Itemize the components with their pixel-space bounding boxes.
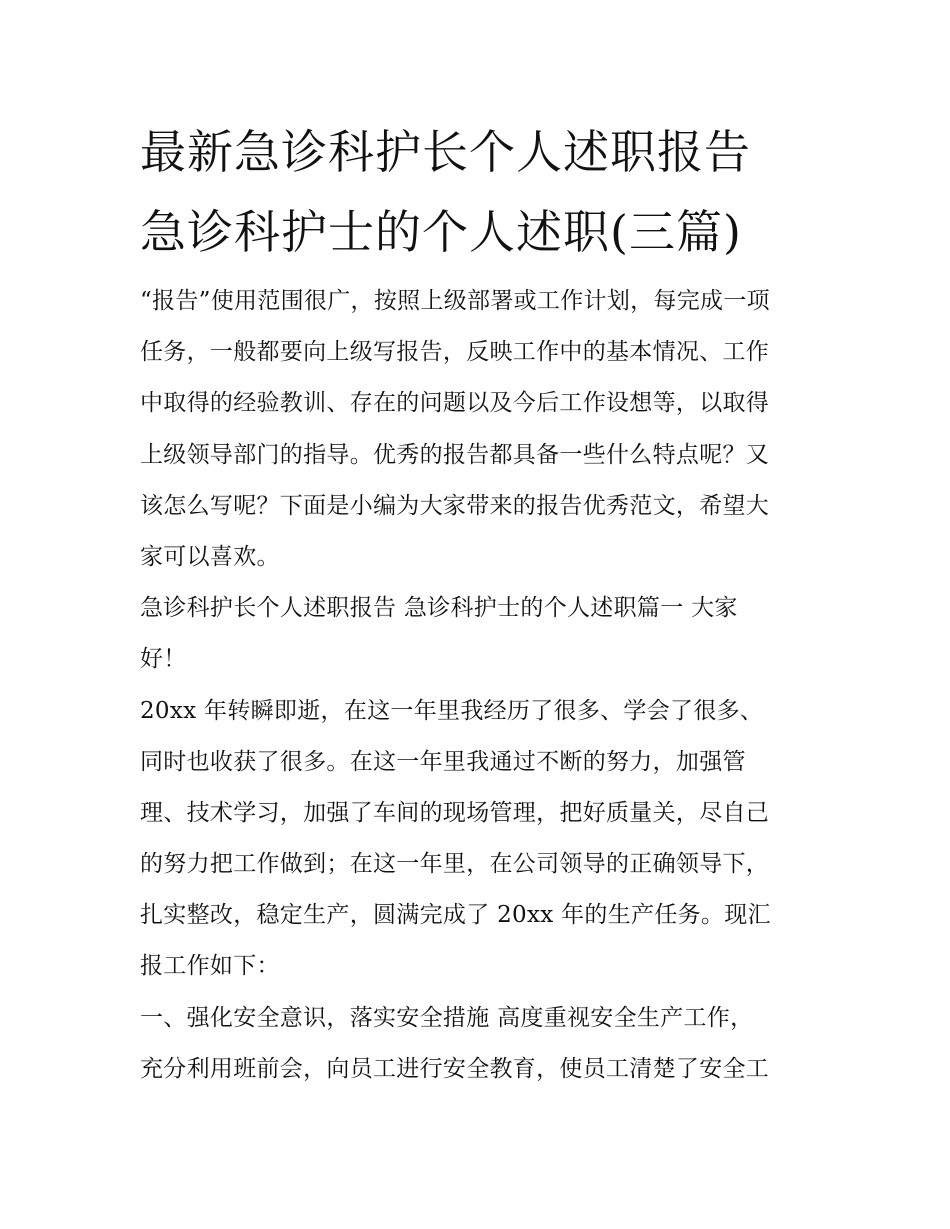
body-line: 报工作如下： (140, 953, 280, 980)
greeting-line: 好！ (140, 646, 187, 673)
body-line: 20xx 年转瞬即逝，在这一年里我经历了很多、学会了很多、 (140, 697, 764, 724)
section-heading-line: 急诊科护长个人述职报告 急诊科护士的个人述职篇一 大家 (140, 595, 738, 622)
body-line: 任务，一般都要向上级写报告，反映工作中的基本情况、工作 (140, 339, 770, 366)
title-line-1: 最新急诊科护长个人述职报告 (140, 125, 751, 179)
body-line: 同时也收获了很多。在这一年里我通过不断的努力，加强管 (140, 748, 746, 775)
subsection-heading-line: 一、强化安全意识，落实安全措施 高度重视安全生产工作， (140, 1004, 754, 1031)
body-line: 扎实整改，稳定生产，圆满完成了 20xx 年的生产任务。现汇 (140, 902, 771, 929)
body-line: 中取得的经验教训、存在的问题以及今后工作设想等，以取得 (140, 390, 770, 417)
body-line: 该怎么写呢？下面是小编为大家带来的报告优秀范文，希望大 (140, 492, 770, 519)
body-line: 理、技术学习，加强了车间的现场管理，把好质量关，尽自己 (140, 799, 770, 826)
body-line: 上级领导部门的指导。优秀的报告都具备一些什么特点呢？又 (140, 441, 770, 468)
document-body (140, 276, 820, 1095)
document-title (140, 112, 840, 272)
body-line: 家可以喜欢。 (140, 543, 280, 570)
body-line: “报告”使用范围很广，按照上级部署或工作计划，每完成一项 (140, 288, 770, 314)
body-line: 充分利用班前会，向员工进行安全教育，使员工清楚了安全工 (140, 1055, 770, 1082)
title-line-2: 急诊科护士的个人述职(三篇) (140, 205, 742, 259)
body-line: 的努力把工作做到；在这一年里，在公司领导的正确领导下， (140, 851, 770, 878)
